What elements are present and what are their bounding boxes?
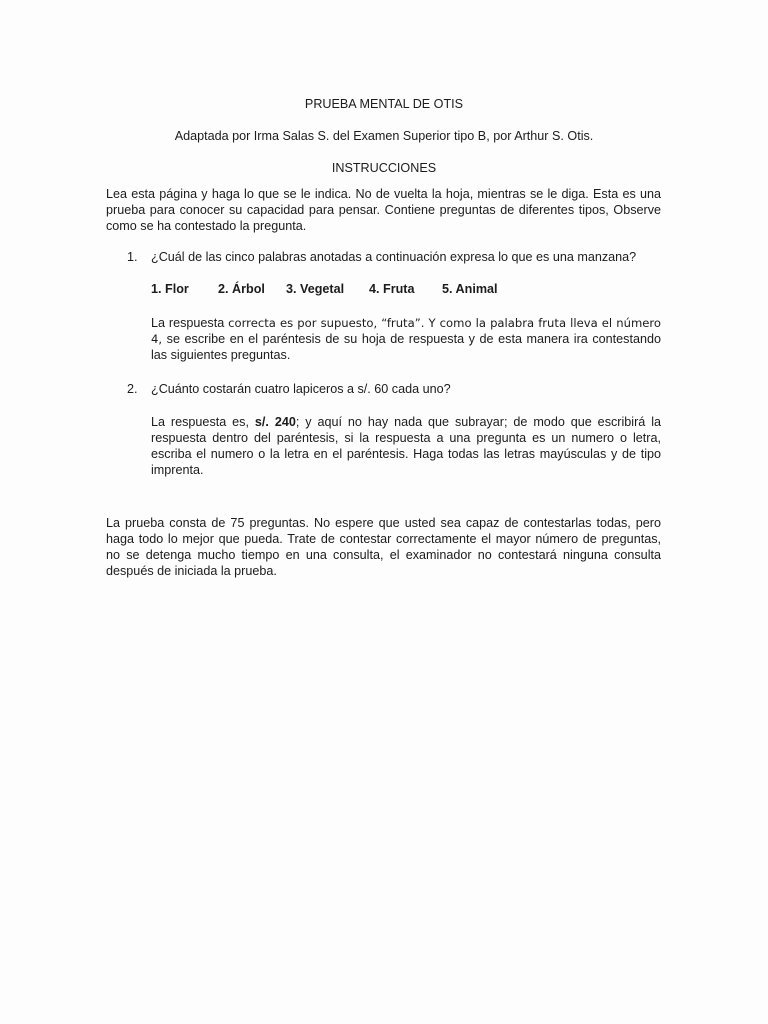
question-1-answer	[151, 315, 661, 363]
question-1-text: ¿Cuál de las cinco palabras anotadas a continuación expresa lo que es una manzana?	[151, 250, 637, 264]
intro-paragraph: Lea esta página y haga lo que se le indica. No de vuelta la hoja, mientras se le diga. Esta es una prueba para conocer su capacidad para pensar. Contiene preguntas de diferentes tipos, Observe como se ha contestado la pregunta.	[106, 187, 661, 233]
document-title: PRUEBA MENTAL DE OTIS	[304, 97, 464, 111]
answer-1-part3: se escribe en el paréntesis de su hoja de respuesta y de esta manera ira contestando las siguientes preguntas.	[151, 332, 661, 362]
question-2-text: ¿Cuánto costarán cuatro lapiceros a s/. 60 cada uno?	[151, 382, 451, 396]
question-2-answer	[151, 414, 661, 478]
answer-1-part2: correcta es por supuesto, “fruta”. Y como la palabra fruta lleva el número 4,	[151, 316, 661, 346]
answer-2-after: ; y aquí no hay nada que subrayar; de modo que escribirá la respuesta dentro del paréntesis, si la respuesta a una pregunta es un numero o letra, escriba el numero o la letra en el paréntesis. Haga todas las letras mayúsculas y de tipo imprenta.	[151, 415, 661, 477]
option-3: 3. Vegetal	[286, 282, 345, 296]
option-1: 1. Flor	[151, 282, 189, 296]
answer-2-before: La respuesta es,	[151, 415, 255, 429]
document-subtitle: Adaptada por Irma Salas S. del Examen Superior tipo B, por Arthur S. Otis.	[174, 129, 594, 143]
question-1-number: 1.	[127, 250, 138, 264]
answer-1-part1: La respuesta	[151, 316, 229, 330]
closing-paragraph: La prueba consta de 75 preguntas. No espere que usted sea capaz de contestarlas todas, pero haga todo lo mejor que pueda. Trate de contestar correctamente el mayor número de preguntas, no se detenga mucho tiempo en una consulta, el examinador no contestará ninguna consulta después de iniciada la prueba.	[106, 516, 661, 578]
question-2-number: 2.	[127, 382, 138, 396]
option-2: 2. Árbol	[218, 282, 265, 296]
section-heading: INSTRUCCIONES	[331, 161, 437, 175]
option-4: 4. Fruta	[369, 282, 415, 296]
answer-2-bold: s/. 240	[254, 415, 296, 429]
option-5: 5. Animal	[442, 282, 498, 296]
